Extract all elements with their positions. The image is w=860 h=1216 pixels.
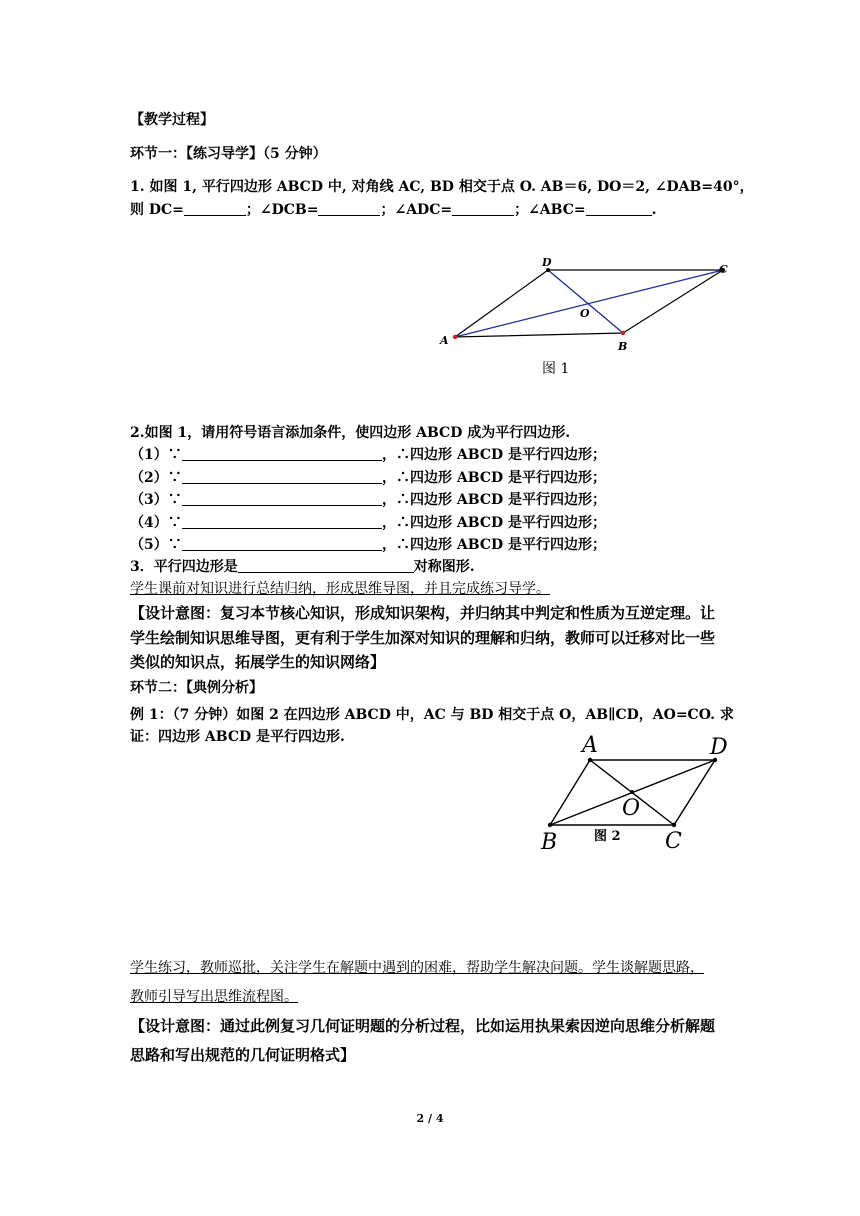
abc-label: ；∠ABC= — [514, 202, 586, 218]
condition-number: （2）∵ — [130, 470, 182, 486]
fig2-label-b: B — [541, 830, 558, 855]
condition-row-3 — [130, 490, 606, 510]
design-intent-1-line1: 【设计意图：复习本节核心知识，形成知识架构，并归纳其中判定和性质为互逆定理。让 — [130, 604, 716, 622]
section2-title: 环节二：【典例分析】 — [130, 680, 263, 696]
fig1-diagonal-bd — [548, 270, 623, 333]
example1-line2: 证：四边形 ABCD 是平行四边形. — [130, 729, 345, 745]
condition-result: ，∴四边形 ABCD 是平行四边形； — [382, 470, 606, 486]
condition-blank[interactable] — [182, 446, 382, 461]
fig2-label-c: C — [665, 829, 682, 854]
question1-line1: 1. 如图 1, 平行四边形 ABCD 中, 对角线 AC, BD 相交于点 O. AB＝6, DO＝2, ∠DAB=40°， — [130, 179, 754, 195]
page-number: 2 / 4 — [416, 1112, 444, 1125]
fig2-point-o — [630, 790, 634, 794]
design-intent-2-line1: 【设计意图：通过此例复习几何证明题的分析过程，比如运用执果索因逆向思维分析解题 — [130, 1017, 716, 1035]
figure2-parallelogram — [535, 730, 745, 855]
fig1-label-a: A — [440, 334, 449, 347]
figure2-caption: 图 2 — [594, 829, 621, 844]
condition-blank[interactable] — [182, 469, 382, 484]
design-intent-1-line3: 类似的知识点，拓展学生的知识网络】 — [130, 653, 386, 671]
student-note-2-line2: 教师引导写出思维流程图。 — [130, 989, 298, 1005]
condition-result: ，∴四边形 ABCD 是平行四边形； — [382, 447, 606, 463]
fig2-point-b — [548, 823, 552, 827]
condition-result: ，∴四边形 ABCD 是平行四边形； — [382, 492, 606, 508]
fig2-point-c — [672, 823, 676, 827]
figure1-parallelogram — [430, 255, 740, 355]
adc-label: ；∠ADC= — [380, 202, 453, 218]
line-end: . — [651, 202, 657, 218]
fig1-point-b — [621, 331, 625, 335]
student-note-2-line1: 学生练习，教师巡批，关注学生在解题中遇到的困难，帮助学生解决问题。学生谈解题思路， — [130, 960, 704, 976]
condition-blank[interactable] — [182, 514, 382, 529]
fig2-label-a: A — [582, 733, 598, 758]
condition-number: （4）∵ — [130, 515, 182, 531]
fig1-point-a — [453, 335, 457, 339]
dcb-blank[interactable] — [318, 201, 380, 216]
condition-row-5 — [130, 535, 606, 555]
question2-title: 2.如图 1，请用符号语言添加条件，使四边形 ABCD 成为平行四边形. — [130, 425, 571, 441]
fig1-label-c: C — [719, 263, 728, 276]
fig2-label-d: D — [710, 735, 728, 760]
example1-line1: 例 1：（7 分钟）如图 2 在四边形 ABCD 中，AC 与 BD 相交于点 O，AB∥CD，AO=CO. 求 — [130, 707, 734, 723]
figure1-caption: 图 1 — [542, 361, 570, 377]
question1-line2 — [130, 200, 657, 220]
condition-row-1 — [130, 445, 606, 465]
abc-blank[interactable] — [586, 201, 652, 216]
condition-blank[interactable] — [182, 491, 382, 506]
design-intent-2-line2: 思路和写出规范的几何证明格式】 — [130, 1046, 356, 1064]
fig2-label-o: O — [622, 796, 641, 821]
condition-number: （1）∵ — [130, 447, 182, 463]
question3 — [130, 557, 475, 577]
fig1-label-o: O — [580, 307, 590, 320]
fig1-label-d: D — [542, 256, 552, 269]
condition-blank[interactable] — [182, 536, 382, 551]
section1-title: 环节一：【练习导学】（5 分钟） — [130, 146, 327, 162]
condition-result: ，∴四边形 ABCD 是平行四边形； — [382, 515, 606, 531]
condition-number: （3）∵ — [130, 492, 182, 508]
design-intent-1-line2: 学生绘制知识思维导图，更有利于学生加深对知识的理解和归纳，教师可以迁移对比一些 — [130, 629, 716, 647]
question3-blank[interactable] — [238, 558, 414, 573]
condition-number: （5）∵ — [130, 537, 182, 553]
question3-suffix: 对称图形. — [413, 559, 475, 575]
fig1-diagonal-ac — [455, 270, 723, 337]
condition-row-4 — [130, 513, 606, 533]
condition-result: ，∴四边形 ABCD 是平行四边形； — [382, 537, 606, 553]
adc-blank[interactable] — [452, 201, 514, 216]
dc-blank[interactable] — [184, 201, 246, 216]
question3-prefix: 3．平行四边形是 — [130, 559, 238, 575]
section-header: 【教学过程】 — [130, 112, 214, 128]
condition-row-2 — [130, 468, 606, 488]
fig2-point-a — [588, 758, 592, 762]
student-note-1: 学生课前对知识进行总结归纳，形成思维导图，并且完成练习导学。 — [130, 581, 550, 597]
dc-label: 则 DC= — [130, 202, 184, 218]
dcb-label: ；∠DCB= — [245, 202, 319, 218]
fig1-label-b: B — [618, 340, 628, 353]
